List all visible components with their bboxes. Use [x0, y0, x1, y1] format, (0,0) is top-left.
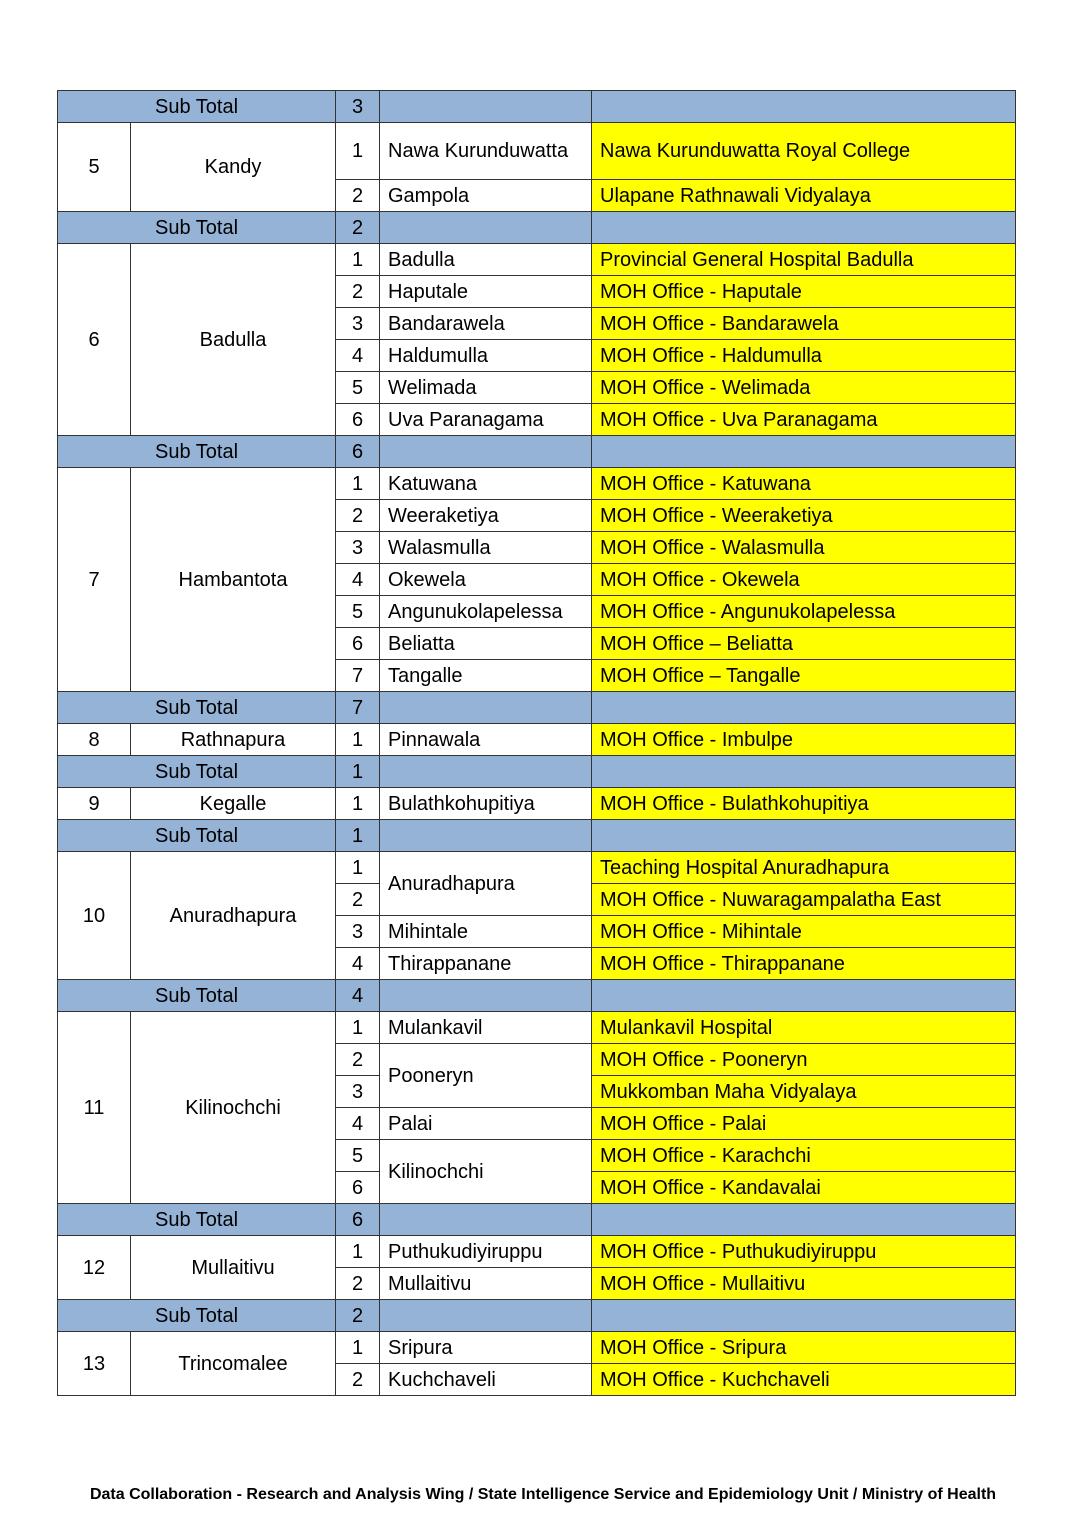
centre-name: MOH Office - Pooneryn — [592, 1044, 1016, 1076]
subtotal-count: 3 — [336, 91, 380, 123]
subtotal-label: Sub Total — [58, 820, 336, 852]
subtotal-empty — [380, 692, 592, 724]
subtotal-row — [58, 820, 1016, 852]
district-name: Rathnapura — [131, 724, 336, 756]
subtotal-empty — [592, 1300, 1016, 1332]
centre-name: MOH Office - Palai — [592, 1108, 1016, 1140]
table-row — [58, 244, 1016, 276]
subtotal-label: Sub Total — [58, 91, 336, 123]
centre-name: MOH Office - Weeraketiya — [592, 500, 1016, 532]
row-index: 1 — [336, 244, 380, 276]
centre-name: Ulapane Rathnawali Vidyalaya — [592, 180, 1016, 212]
row-index: 3 — [336, 532, 380, 564]
subtotal-empty — [380, 212, 592, 244]
area-name: Haldumulla — [380, 340, 592, 372]
centre-name: MOH Office - Kandavalai — [592, 1172, 1016, 1204]
area-name: Puthukudiyiruppu — [380, 1236, 592, 1268]
table-row — [58, 724, 1016, 756]
area-name: Weeraketiya — [380, 500, 592, 532]
subtotal-row — [58, 1204, 1016, 1236]
area-name: Katuwana — [380, 468, 592, 500]
row-index: 1 — [336, 1236, 380, 1268]
subtotal-empty — [380, 436, 592, 468]
district-number: 11 — [58, 1012, 131, 1204]
area-name: Bulathkohupitiya — [380, 788, 592, 820]
area-name: Tangalle — [380, 660, 592, 692]
row-index: 3 — [336, 916, 380, 948]
centre-name: MOH Office - Katuwana — [592, 468, 1016, 500]
row-index: 2 — [336, 500, 380, 532]
table-row — [58, 1332, 1016, 1364]
district-name: Mullaitivu — [131, 1236, 336, 1300]
subtotal-label: Sub Total — [58, 1300, 336, 1332]
centre-name: MOH Office - Welimada — [592, 372, 1016, 404]
row-index: 4 — [336, 340, 380, 372]
subtotal-empty — [592, 91, 1016, 123]
row-index: 6 — [336, 1172, 380, 1204]
subtotal-count: 6 — [336, 436, 380, 468]
subtotal-label: Sub Total — [58, 756, 336, 788]
area-name: Mullaitivu — [380, 1268, 592, 1300]
subtotal-row — [58, 212, 1016, 244]
row-index: 5 — [336, 372, 380, 404]
table-row — [58, 1012, 1016, 1044]
area-name: Pooneryn — [380, 1044, 592, 1108]
area-name: Mihintale — [380, 916, 592, 948]
area-name: Bandarawela — [380, 308, 592, 340]
area-name: Badulla — [380, 244, 592, 276]
subtotal-empty — [592, 212, 1016, 244]
row-index: 6 — [336, 404, 380, 436]
area-name: Thirappanane — [380, 948, 592, 980]
centre-name: Provincial General Hospital Badulla — [592, 244, 1016, 276]
centre-name: MOH Office - Bulathkohupitiya — [592, 788, 1016, 820]
subtotal-empty — [380, 91, 592, 123]
subtotal-empty — [380, 980, 592, 1012]
area-name: Okewela — [380, 564, 592, 596]
centre-name: MOH Office - Okewela — [592, 564, 1016, 596]
district-name: Trincomalee — [131, 1332, 336, 1396]
row-index: 2 — [336, 1268, 380, 1300]
area-name: Haputale — [380, 276, 592, 308]
row-index: 1 — [336, 724, 380, 756]
row-index: 3 — [336, 308, 380, 340]
area-name: Nawa Kurunduwatta — [380, 123, 592, 180]
row-index: 6 — [336, 628, 380, 660]
centre-name: MOH Office - Mullaitivu — [592, 1268, 1016, 1300]
subtotal-label: Sub Total — [58, 212, 336, 244]
row-index: 4 — [336, 564, 380, 596]
subtotal-count: 1 — [336, 820, 380, 852]
district-number: 9 — [58, 788, 131, 820]
centre-name: MOH Office - Puthukudiyiruppu — [592, 1236, 1016, 1268]
area-name: Gampola — [380, 180, 592, 212]
row-index: 1 — [336, 1012, 380, 1044]
vaccination-centres-table — [57, 90, 1016, 1396]
area-name: Uva Paranagama — [380, 404, 592, 436]
district-number: 5 — [58, 123, 131, 212]
table-row — [58, 788, 1016, 820]
subtotal-label: Sub Total — [58, 1204, 336, 1236]
row-index: 2 — [336, 1044, 380, 1076]
area-name: Beliatta — [380, 628, 592, 660]
subtotal-count: 1 — [336, 756, 380, 788]
centre-name: MOH Office - Nuwaragampalatha East — [592, 884, 1016, 916]
district-name: Kegalle — [131, 788, 336, 820]
table-row — [58, 1236, 1016, 1268]
row-index: 1 — [336, 852, 380, 884]
row-index: 7 — [336, 660, 380, 692]
row-index: 2 — [336, 1364, 380, 1396]
subtotal-empty — [592, 692, 1016, 724]
subtotal-count: 7 — [336, 692, 380, 724]
row-index: 4 — [336, 1108, 380, 1140]
district-number: 10 — [58, 852, 131, 980]
subtotal-empty — [380, 756, 592, 788]
table-row — [58, 468, 1016, 500]
centre-name: MOH Office - Sripura — [592, 1332, 1016, 1364]
centre-name: MOH Office - Walasmulla — [592, 532, 1016, 564]
area-name: Kilinochchi — [380, 1140, 592, 1204]
centre-name: MOH Office - Haldumulla — [592, 340, 1016, 372]
subtotal-count: 6 — [336, 1204, 380, 1236]
district-number: 6 — [58, 244, 131, 436]
area-name: Kuchchaveli — [380, 1364, 592, 1396]
district-number: 7 — [58, 468, 131, 692]
row-index: 2 — [336, 884, 380, 916]
subtotal-empty — [592, 820, 1016, 852]
subtotal-count: 4 — [336, 980, 380, 1012]
page-footer: Data Collaboration - Research and Analysis Wing / State Intelligence Service and Epidemiology Unit / Ministry of Health — [89, 1486, 997, 1503]
subtotal-label: Sub Total — [58, 980, 336, 1012]
area-name: Welimada — [380, 372, 592, 404]
row-index: 1 — [336, 788, 380, 820]
area-name: Palai — [380, 1108, 592, 1140]
centre-name: MOH Office - Imbulpe — [592, 724, 1016, 756]
district-name: Kilinochchi — [131, 1012, 336, 1204]
subtotal-row — [58, 1300, 1016, 1332]
area-name: Sripura — [380, 1332, 592, 1364]
table-row — [58, 852, 1016, 884]
district-number: 13 — [58, 1332, 131, 1396]
area-name: Angunukolapelessa — [380, 596, 592, 628]
row-index: 1 — [336, 123, 380, 180]
row-index: 5 — [336, 1140, 380, 1172]
centre-name: Mulankavil Hospital — [592, 1012, 1016, 1044]
subtotal-empty — [592, 1204, 1016, 1236]
area-name: Walasmulla — [380, 532, 592, 564]
row-index: 1 — [336, 468, 380, 500]
area-name: Pinnawala — [380, 724, 592, 756]
subtotal-label: Sub Total — [58, 692, 336, 724]
subtotal-empty — [380, 820, 592, 852]
subtotal-row — [58, 980, 1016, 1012]
centre-name: MOH Office - Haputale — [592, 276, 1016, 308]
table-body — [58, 91, 1016, 1396]
subtotal-label: Sub Total — [58, 436, 336, 468]
district-number: 12 — [58, 1236, 131, 1300]
subtotal-empty — [380, 1300, 592, 1332]
row-index: 3 — [336, 1076, 380, 1108]
centre-name: Teaching Hospital Anuradhapura — [592, 852, 1016, 884]
centre-name: Mukkomban Maha Vidyalaya — [592, 1076, 1016, 1108]
district-name: Hambantota — [131, 468, 336, 692]
row-index: 2 — [336, 180, 380, 212]
centre-name: MOH Office - Kuchchaveli — [592, 1364, 1016, 1396]
subtotal-row — [58, 692, 1016, 724]
district-number: 8 — [58, 724, 131, 756]
centre-name: MOH Office - Uva Paranagama — [592, 404, 1016, 436]
district-name: Badulla — [131, 244, 336, 436]
centre-name: MOH Office – Tangalle — [592, 660, 1016, 692]
row-index: 2 — [336, 276, 380, 308]
subtotal-count: 2 — [336, 212, 380, 244]
row-index: 1 — [336, 1332, 380, 1364]
centre-name: MOH Office - Karachchi — [592, 1140, 1016, 1172]
subtotal-empty — [592, 980, 1016, 1012]
subtotal-count: 2 — [336, 1300, 380, 1332]
centre-name: Nawa Kurunduwatta Royal College — [592, 123, 1016, 180]
subtotal-row — [58, 436, 1016, 468]
centre-name: MOH Office - Thirappanane — [592, 948, 1016, 980]
district-name: Anuradhapura — [131, 852, 336, 980]
area-name: Anuradhapura — [380, 852, 592, 916]
subtotal-empty — [380, 1204, 592, 1236]
row-index: 5 — [336, 596, 380, 628]
area-name: Mulankavil — [380, 1012, 592, 1044]
district-name: Kandy — [131, 123, 336, 212]
table-row — [58, 123, 1016, 180]
centre-name: MOH Office - Angunukolapelessa — [592, 596, 1016, 628]
subtotal-empty — [592, 436, 1016, 468]
centre-name: MOH Office - Bandarawela — [592, 308, 1016, 340]
subtotal-row — [58, 756, 1016, 788]
subtotal-row — [58, 91, 1016, 123]
subtotal-empty — [592, 756, 1016, 788]
centre-name: MOH Office - Mihintale — [592, 916, 1016, 948]
centre-name: MOH Office – Beliatta — [592, 628, 1016, 660]
row-index: 4 — [336, 948, 380, 980]
